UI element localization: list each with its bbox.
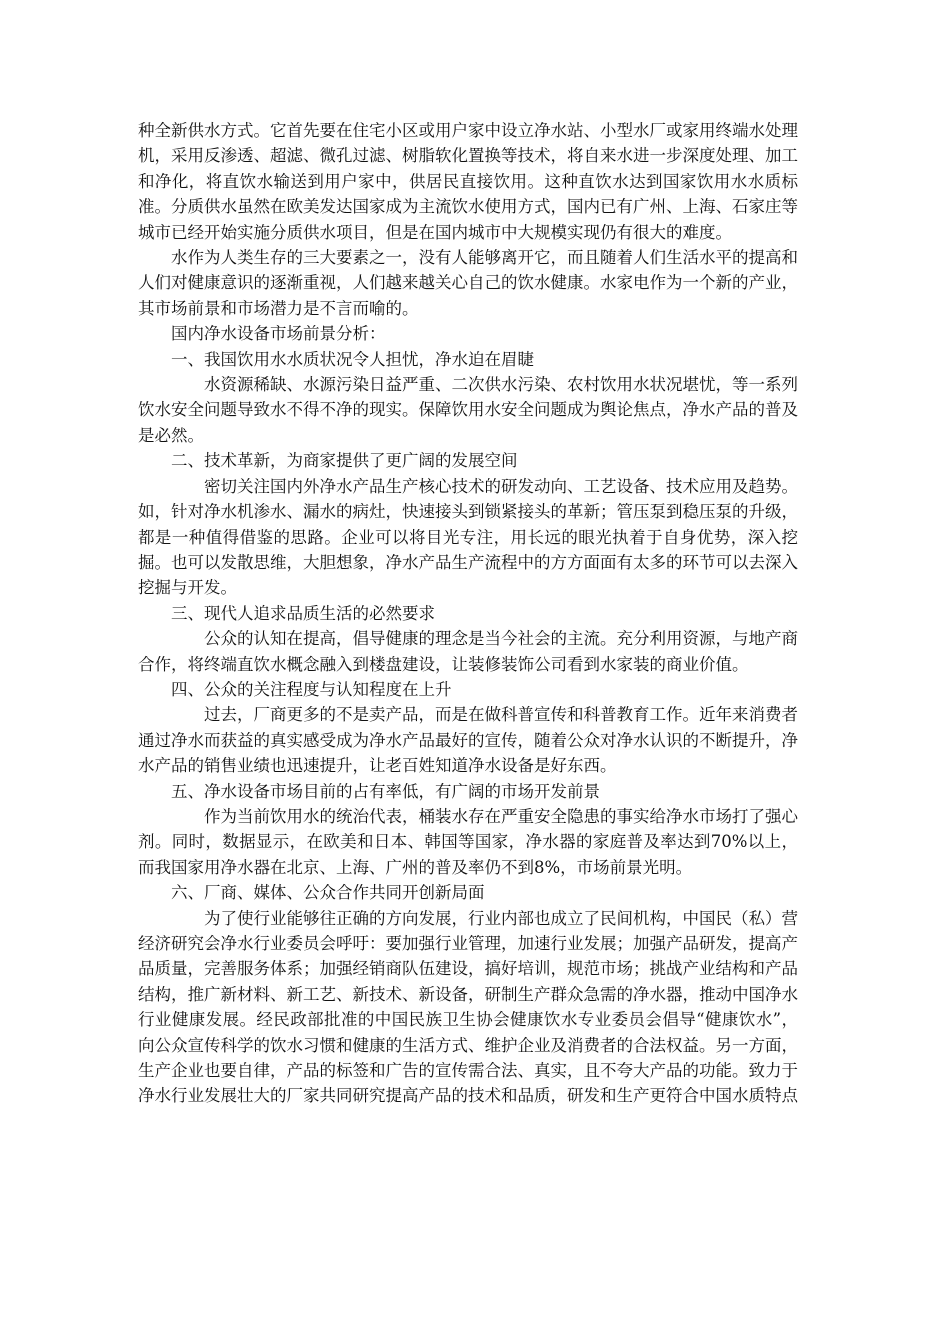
subheading-2: 二、技术革新，为商家提供了更广阔的发展空间 (171, 451, 518, 471)
paragraph-3: 公众的认知在提高，倡导健康的理念是当今社会的主流。充分利用资源，与地产商合作，将终端直饮水概念融入到楼盘建设，让装修装饰公司看到水家装的商业价值。 (138, 629, 798, 674)
subheading-1: 一、我国饮用水水质状况令人担忧，净水迫在眉睫 (171, 349, 534, 369)
subheading-3: 三、现代人追求品质生活的必然要求 (171, 603, 435, 623)
subheading-4: 四、公众的关注程度与认知程度在上升 (171, 679, 452, 699)
paragraph-water-importance: 水作为人类生存的三大要素之一，没有人能够离开它，而且随着人们生活水平的提高和人们对健康意识的逐渐重视，人们越来越关心自己的饮水健康。水家电作为一个新的产业，其市场前景和市场潜力是不言而喻的。 (138, 248, 798, 318)
paragraph-5: 作为当前饮用水的统治代表，桶装水存在严重安全隐患的事实给净水市场打了强心剂。同时，数据显示，在欧美和日本、韩国等国家，净水器的家庭普及率达到70%以上，而我国家用净水器在北京、上海、广州的普及率仍不到8%，市场前景光明。 (138, 806, 798, 877)
paragraph-6: 为了使行业能够往正确的方向发展，行业内部也成立了民间机构，中国民（私）营经济研究会净水行业委员会呼吁：要加强行业管理，加速行业发展；加强产品研发，提高产品质量，完善服务体系；加强经销商队伍建设，搞好培训，规范市场；挑战产业结构和产品结构，推广新材料、新工艺、新技术、新设备，研制生产群众急需的净水器，推动中国净水行业健康发展。经民政部批准的中国民族卫生协会健康饮水专业委员会倡导“健康饮水”，向公众宣传科学的饮水习惯和健康的生活方式、维护企业及消费者的合法权益。另一方面，生产企业也要自律，产品的标签和广告的宣传需合法、真实，且不夸大产品的功能。致力于净水行业发展壮大的厂家共同研究提高产品的技术和品质，研发和生产更符合中国水质特点 (138, 908, 798, 1106)
section-heading-market-analysis: 国内净水设备市场前景分析： (171, 324, 386, 344)
paragraph-1: 水资源稀缺、水源污染日益严重、二次供水污染、农村饮用水状况堪忧，等一系列饮水安全问题导致水不得不净的现实。保障饮用水安全问题成为舆论焦点，净水产品的普及是必然。 (138, 375, 798, 445)
paragraph-intro-continued: 种全新供水方式。它首先要在住宅小区或用户家中设立净水站、小型水厂或家用终端水处理机，采用反渗透、超滤、微孔过滤、树脂软化置换等技术，将自来水进一步深度处理、加工和净化，将直饮水输送到用户家中，供居民直接饮用。这种直饮水达到国家饮用水水质标准。分质供水虽然在欧美发达国家成为主流饮水使用方式，国内已有广州、上海、石家庄等城市已经开始实施分质供水项目，但是在国内城市中大规模实现仍有很大的难度。 (138, 121, 798, 242)
subheading-6: 六、厂商、媒体、公众合作共同开创新局面 (171, 883, 485, 903)
subheading-5: 五、净水设备市场目前的占有率低，有广阔的市场开发前景 (171, 781, 600, 801)
paragraph-4: 过去，厂商更多的不是卖产品，而是在做科普宣传和科普教育工作。近年来消费者通过净水而获益的真实感受成为净水产品最好的宣传，随着公众对净水认识的不断提升，净水产品的销售业绩也迅速提升，让老百姓知道净水设备是好东西。 (138, 705, 798, 776)
document-page (138, 118, 798, 1109)
paragraph-2: 密切关注国内外净水产品生产核心技术的研发动向、工艺设备、技术应用及趋势。如，针对净水机渗水、漏水的病灶，快速接头到锁紧接头的革新；管压泵到稳压泵的升级，都是一种值得借鉴的思路。企业可以将目光专注，用长远的眼光执着于自身优势，深入挖掘。也可以发散思维，大胆想象，净水产品生产流程中的方方面面有太多的环节可以去深入挖掘与开发。 (138, 476, 798, 598)
